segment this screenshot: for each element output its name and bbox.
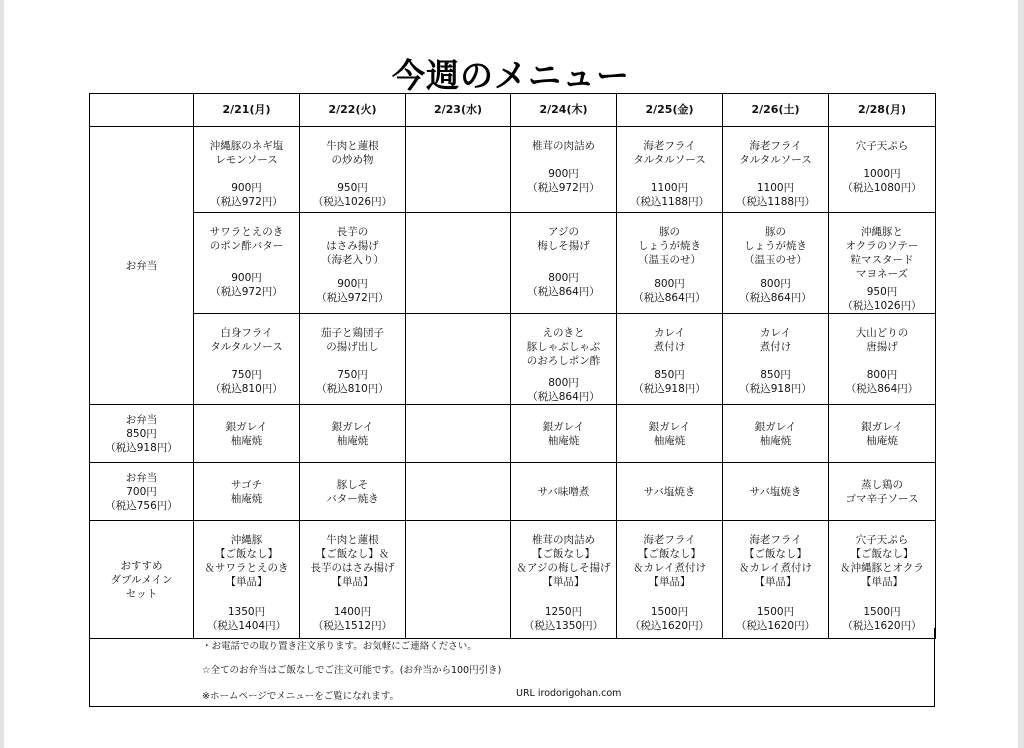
dish-price: 800円 （税込864円） bbox=[739, 278, 812, 304]
menu-cell bbox=[194, 521, 300, 639]
dish-name: 豚の しょうが焼き （温玉のせ） bbox=[638, 226, 701, 266]
menu-cell: サバ味噌煮 bbox=[511, 463, 617, 521]
menu-cell: 銀ガレイ 柚庵焼 bbox=[723, 405, 829, 463]
menu-cell-empty bbox=[406, 521, 511, 639]
date-header: 2/22(火) bbox=[300, 94, 406, 127]
menu-cell bbox=[829, 127, 936, 213]
menu-cell bbox=[511, 213, 617, 314]
bento-row bbox=[90, 314, 936, 405]
menu-cell: 銀ガレイ 柚庵焼 bbox=[300, 405, 406, 463]
double-main-row bbox=[90, 521, 936, 639]
bento-700-label: お弁当 700円 （税込756円） bbox=[90, 463, 194, 521]
dish-name: 海老フライ タルタルソース bbox=[739, 140, 812, 166]
date-header: 2/28(月) bbox=[829, 94, 936, 127]
dish-price: 1000円 （税込1080円） bbox=[842, 168, 922, 194]
menu-cell bbox=[723, 314, 829, 405]
menu-cell bbox=[194, 314, 300, 405]
website-url: URL irodorigohan.com bbox=[516, 688, 622, 699]
menu-cell: 蒸し鶏の ゴマ辛子ソース bbox=[829, 463, 936, 521]
note-no-rice: ☆全てのお弁当はご飯なしでご注文可能です。(お弁当から100円引き) bbox=[202, 665, 502, 676]
double-main-label: おすすめ ダブルメイン セット bbox=[90, 521, 194, 639]
menu-cell: サゴチ 柚庵焼 bbox=[194, 463, 300, 521]
menu-cell-empty bbox=[406, 127, 511, 213]
dish-price: 1250円 （税込1350円） bbox=[523, 606, 604, 632]
dish-name: 沖縄豚のネギ塩 レモンソース bbox=[209, 140, 284, 166]
bento-850-row bbox=[90, 405, 936, 463]
page-title: 今週のメニュー bbox=[392, 56, 630, 95]
dish-name: 牛肉と蓮根 【ご飯なし】＆ 長芋のはさみ揚げ 【単品】 bbox=[310, 534, 395, 588]
dish-price: 900円 （税込972円） bbox=[527, 168, 600, 194]
dish-name: 海老フライ 【ご飯なし】 ＆カレイ煮付け 【単品】 bbox=[739, 534, 812, 588]
dish-name: アジの 梅しそ揚げ bbox=[537, 226, 590, 252]
menu-cell-empty bbox=[406, 405, 511, 463]
menu-cell-empty bbox=[406, 213, 511, 314]
dish-name: カレイ 煮付け bbox=[653, 327, 686, 353]
dish-price: 800円 （税込864円） bbox=[527, 377, 600, 403]
dish-price: 800円 （税込864円） bbox=[527, 272, 600, 298]
menu-cell bbox=[300, 314, 406, 405]
date-header: 2/21(月) bbox=[194, 94, 300, 127]
menu-cell-empty bbox=[406, 314, 511, 405]
dish-price: 1350円 （税込1404円） bbox=[206, 606, 287, 632]
menu-cell bbox=[617, 213, 723, 314]
dish-price: 750円 （税込810円） bbox=[210, 369, 283, 395]
header-row bbox=[90, 94, 936, 127]
dish-price: 1500円 （税込1620円） bbox=[735, 606, 816, 632]
bento-row bbox=[90, 213, 936, 314]
menu-sheet bbox=[4, 0, 1018, 748]
dish-price: 1100円 （税込1188円） bbox=[629, 182, 710, 208]
menu-cell bbox=[511, 314, 617, 405]
menu-cell bbox=[617, 314, 723, 405]
dish-price: 1500円 （税込1620円） bbox=[629, 606, 710, 632]
dish-name: 白身フライ タルタルソース bbox=[210, 327, 283, 353]
menu-cell bbox=[511, 521, 617, 639]
dish-name: サワラとえのき のポン酢バター bbox=[209, 226, 284, 252]
dish-name: 海老フライ タルタルソース bbox=[633, 140, 706, 166]
menu-cell: サバ塩焼き bbox=[723, 463, 829, 521]
date-header: 2/26(土) bbox=[723, 94, 829, 127]
dish-price: 900円 （税込972円） bbox=[210, 272, 283, 298]
menu-cell bbox=[300, 127, 406, 213]
dish-price: 950円 （税込1026円） bbox=[842, 286, 922, 312]
bento-700-row bbox=[90, 463, 936, 521]
dish-price: 750円 （税込810円） bbox=[316, 369, 389, 395]
dish-name: 穴子天ぷら 【ご飯なし】 ＆沖縄豚とオクラ 【単品】 bbox=[840, 534, 924, 588]
dish-price: 850円 （税込918円） bbox=[739, 369, 812, 395]
menu-cell: 銀ガレイ 柚庵焼 bbox=[511, 405, 617, 463]
dish-name: えのきと 豚しゃぶしゃぶ のおろしポン酢 bbox=[526, 327, 601, 367]
menu-cell bbox=[829, 213, 936, 314]
dish-name: 海老フライ 【ご飯なし】 ＆カレイ煮付け 【単品】 bbox=[633, 534, 706, 588]
dish-name: 牛肉と蓮根 の炒め物 bbox=[326, 140, 379, 166]
menu-cell bbox=[829, 521, 936, 639]
menu-cell: 銀ガレイ 柚庵焼 bbox=[194, 405, 300, 463]
notes-box bbox=[89, 628, 935, 707]
menu-cell bbox=[194, 213, 300, 314]
menu-cell bbox=[723, 521, 829, 639]
menu-cell: 銀ガレイ 柚庵焼 bbox=[829, 405, 936, 463]
dish-name: 長芋の はさみ揚げ （海老入り） bbox=[321, 226, 384, 266]
menu-cell: 豚しそ バター焼き bbox=[300, 463, 406, 521]
dish-name: 大山どりの 唐揚げ bbox=[855, 327, 909, 353]
dish-price: 850円 （税込918円） bbox=[633, 369, 706, 395]
dish-name: 椎茸の肉詰め 【ご飯なし】 ＆アジの梅しそ揚げ 【単品】 bbox=[516, 534, 611, 588]
date-header: 2/23(水) bbox=[406, 94, 511, 127]
bento-row-label: お弁当 bbox=[90, 127, 194, 405]
menu-cell bbox=[300, 521, 406, 639]
note-phone-orders: ・お電話での取り置き注文承ります。お気軽にご連絡ください。 bbox=[202, 641, 477, 652]
bento-row bbox=[90, 127, 936, 213]
dish-price: 800円 （税込864円） bbox=[633, 278, 706, 304]
dish-price: 950円 （税込1026円） bbox=[312, 182, 393, 208]
date-header: 2/25(金) bbox=[617, 94, 723, 127]
menu-cell bbox=[617, 521, 723, 639]
menu-cell bbox=[194, 127, 300, 213]
menu-table bbox=[89, 93, 936, 639]
dish-price: 800円 （税込864円） bbox=[845, 369, 919, 395]
dish-price: 1400円 （税込1512円） bbox=[312, 606, 393, 632]
dish-name: 穴子天ぷら bbox=[855, 140, 909, 152]
menu-cell bbox=[723, 213, 829, 314]
menu-cell bbox=[300, 213, 406, 314]
menu-cell: 銀ガレイ 柚庵焼 bbox=[617, 405, 723, 463]
dish-name: 沖縄豚 【ご飯なし】 ＆サワラとえのき 【単品】 bbox=[204, 534, 289, 588]
menu-cell bbox=[723, 127, 829, 213]
dish-price: 1500円 （税込1620円） bbox=[842, 606, 922, 632]
menu-cell-empty bbox=[406, 463, 511, 521]
menu-cell: サバ塩焼き bbox=[617, 463, 723, 521]
header-corner bbox=[90, 94, 194, 127]
dish-name: 茄子と鶏団子 の揚げ出し bbox=[321, 327, 384, 353]
dish-price: 900円 （税込972円） bbox=[316, 278, 389, 304]
dish-price: 1100円 （税込1188円） bbox=[735, 182, 816, 208]
dish-name: 豚の しょうが焼き （温玉のせ） bbox=[744, 226, 807, 266]
date-header: 2/24(木) bbox=[511, 94, 617, 127]
dish-price: 900円 （税込972円） bbox=[210, 182, 283, 208]
bento-850-label: お弁当 850円 （税込918円） bbox=[90, 405, 194, 463]
menu-cell bbox=[617, 127, 723, 213]
dish-name: カレイ 煮付け bbox=[759, 327, 792, 353]
menu-cell bbox=[511, 127, 617, 213]
menu-cell bbox=[829, 314, 936, 405]
dish-name: 沖縄豚と オクラのソテー 粒マスタード マヨネーズ bbox=[845, 226, 919, 280]
note-homepage: ※ホームページでメニューをご覧になれます。 bbox=[202, 691, 400, 702]
dish-name: 椎茸の肉詰め bbox=[532, 140, 595, 152]
